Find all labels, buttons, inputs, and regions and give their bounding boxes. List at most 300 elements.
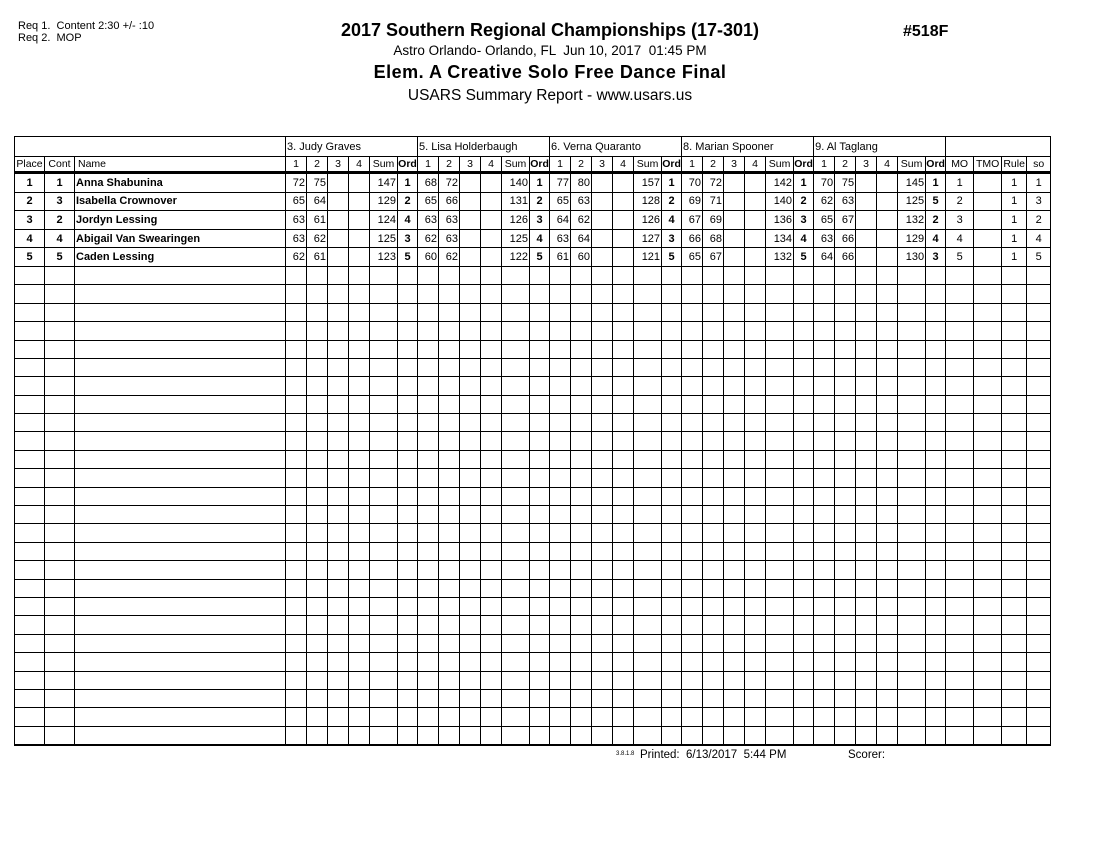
empty-score: [856, 450, 877, 468]
col-ord: Ord: [926, 157, 946, 173]
empty-score: [571, 653, 592, 671]
empty-mo: [946, 616, 974, 634]
empty-score: [481, 616, 502, 634]
empty-score: [481, 542, 502, 560]
cell-sum: 140: [502, 173, 530, 193]
empty-row: [15, 524, 1051, 542]
empty-score: [814, 506, 835, 524]
empty-score: [814, 708, 835, 726]
empty-score: [481, 598, 502, 616]
empty-sum: [502, 598, 530, 616]
empty-place: [15, 358, 45, 376]
empty-ordinal: [662, 469, 682, 487]
empty-score: [286, 524, 307, 542]
empty-score: [724, 340, 745, 358]
empty-so: [1027, 542, 1051, 560]
empty-score: [418, 358, 439, 376]
empty-score: [307, 469, 328, 487]
cell-score: 66: [835, 229, 856, 248]
cell-score: 62: [418, 229, 439, 248]
empty-row: [15, 358, 1051, 376]
empty-score: [682, 358, 703, 376]
empty-score: [307, 708, 328, 726]
col-trial: 2: [307, 157, 328, 173]
empty-score: [550, 266, 571, 284]
empty-score: [439, 340, 460, 358]
empty-score: [835, 285, 856, 303]
empty-ordinal: [794, 708, 814, 726]
empty-sum: [370, 708, 398, 726]
empty-score: [682, 524, 703, 542]
empty-name: [75, 487, 286, 505]
empty-sum: [898, 616, 926, 634]
empty-row: [15, 432, 1051, 450]
empty-score: [592, 726, 613, 745]
empty-score: [592, 689, 613, 707]
empty-cont: [45, 450, 75, 468]
cell-score: 64: [814, 248, 835, 267]
empty-tmo: [974, 358, 1002, 376]
empty-score: [877, 506, 898, 524]
empty-name: [75, 561, 286, 579]
empty-name: [75, 358, 286, 376]
empty-score: [835, 358, 856, 376]
empty-score: [814, 689, 835, 707]
col-cont: Cont: [45, 157, 75, 173]
empty-rule: [1002, 395, 1027, 413]
empty-score: [286, 303, 307, 321]
empty-score: [877, 708, 898, 726]
empty-sum: [898, 340, 926, 358]
empty-score: [592, 358, 613, 376]
empty-score: [550, 506, 571, 524]
empty-score: [550, 598, 571, 616]
empty-score: [439, 616, 460, 634]
empty-score: [460, 469, 481, 487]
empty-rule: [1002, 598, 1027, 616]
empty-score: [835, 395, 856, 413]
empty-sum: [898, 432, 926, 450]
empty-score: [745, 726, 766, 745]
empty-ordinal: [398, 598, 418, 616]
empty-sum: [634, 340, 662, 358]
empty-tmo: [974, 377, 1002, 395]
empty-score: [460, 598, 481, 616]
empty-score: [835, 708, 856, 726]
venue-date-line: Astro Orlando- Orlando, FL Jun 10, 2017 01:45 PM: [393, 43, 707, 58]
empty-score: [856, 377, 877, 395]
empty-row: [15, 414, 1051, 432]
empty-ordinal: [530, 487, 550, 505]
empty-row: [15, 653, 1051, 671]
empty-ordinal: [926, 469, 946, 487]
judge-header-3: 6. Verna Quaranto: [550, 137, 682, 157]
cell-sum: 125: [502, 229, 530, 248]
empty-score: [571, 303, 592, 321]
empty-score: [592, 579, 613, 597]
empty-score: [328, 506, 349, 524]
cell-sum: 125: [370, 229, 398, 248]
empty-score: [481, 579, 502, 597]
empty-score: [349, 542, 370, 560]
empty-score: [613, 616, 634, 634]
empty-score: [592, 542, 613, 560]
cell-place: 5: [15, 248, 45, 267]
empty-score: [835, 506, 856, 524]
cell-score: [724, 229, 745, 248]
report-type-line: USARS Summary Report - www.usars.us: [407, 87, 693, 104]
empty-ordinal: [926, 598, 946, 616]
empty-name: [75, 469, 286, 487]
empty-score: [877, 726, 898, 745]
cell-score: [460, 192, 481, 211]
col-trial: 3: [856, 157, 877, 173]
empty-sum: [766, 432, 794, 450]
empty-score: [814, 487, 835, 505]
empty-score: [835, 726, 856, 745]
cell-score: [613, 192, 634, 211]
empty-score: [703, 414, 724, 432]
empty-score: [481, 524, 502, 542]
empty-score: [328, 322, 349, 340]
empty-ordinal: [662, 358, 682, 376]
empty-ordinal: [662, 414, 682, 432]
empty-score: [460, 542, 481, 560]
empty-ordinal: [926, 487, 946, 505]
empty-score: [460, 579, 481, 597]
empty-score: [703, 561, 724, 579]
cell-score: 80: [571, 173, 592, 193]
empty-tmo: [974, 395, 1002, 413]
empty-score: [349, 524, 370, 542]
empty-place: [15, 524, 45, 542]
empty-score: [349, 579, 370, 597]
col-sum: Sum: [502, 157, 530, 173]
empty-ordinal: [926, 579, 946, 597]
empty-score: [571, 340, 592, 358]
empty-sum: [634, 542, 662, 560]
cell-sum: 131: [502, 192, 530, 211]
empty-score: [724, 322, 745, 340]
empty-cont: [45, 524, 75, 542]
empty-score: [814, 598, 835, 616]
empty-score: [550, 322, 571, 340]
empty-ordinal: [398, 414, 418, 432]
empty-score: [877, 395, 898, 413]
empty-so: [1027, 322, 1051, 340]
cell-ordinal: 3: [926, 248, 946, 267]
empty-score: [550, 634, 571, 652]
empty-score: [418, 432, 439, 450]
empty-score: [703, 616, 724, 634]
cell-score: 72: [286, 173, 307, 193]
corner-blank: [15, 137, 286, 157]
empty-score: [835, 469, 856, 487]
empty-score: [745, 266, 766, 284]
empty-score: [439, 432, 460, 450]
cell-ordinal: 1: [662, 173, 682, 193]
empty-ordinal: [398, 266, 418, 284]
cell-ordinal: 4: [398, 211, 418, 230]
empty-sum: [766, 561, 794, 579]
empty-score: [328, 377, 349, 395]
empty-ordinal: [794, 377, 814, 395]
cell-score: [877, 229, 898, 248]
empty-ordinal: [398, 579, 418, 597]
empty-ordinal: [530, 285, 550, 303]
empty-so: [1027, 487, 1051, 505]
empty-ordinal: [926, 671, 946, 689]
empty-score: [328, 358, 349, 376]
empty-score: [682, 542, 703, 560]
empty-sum: [898, 377, 926, 395]
empty-score: [571, 542, 592, 560]
empty-row: [15, 561, 1051, 579]
empty-row: [15, 506, 1051, 524]
empty-score: [724, 708, 745, 726]
empty-score: [286, 579, 307, 597]
empty-sum: [502, 506, 530, 524]
cell-score: [349, 248, 370, 267]
empty-score: [307, 377, 328, 395]
empty-ordinal: [530, 616, 550, 634]
cell-skater-name: Anna Shabunina: [75, 173, 286, 193]
empty-ordinal: [794, 671, 814, 689]
empty-mo: [946, 414, 974, 432]
cell-score: 64: [307, 192, 328, 211]
empty-sum: [766, 358, 794, 376]
empty-score: [481, 634, 502, 652]
cell-sum: 124: [370, 211, 398, 230]
empty-mo: [946, 322, 974, 340]
empty-score: [835, 322, 856, 340]
empty-score: [439, 708, 460, 726]
empty-score: [286, 598, 307, 616]
empty-score: [703, 689, 724, 707]
empty-score: [307, 579, 328, 597]
empty-score: [328, 542, 349, 560]
empty-place: [15, 653, 45, 671]
empty-ordinal: [398, 340, 418, 358]
empty-ordinal: [926, 395, 946, 413]
cell-score: 63: [550, 229, 571, 248]
empty-score: [877, 340, 898, 358]
cell-rule: 1: [1002, 173, 1027, 193]
cell-sum: 122: [502, 248, 530, 267]
empty-ordinal: [530, 689, 550, 707]
empty-score: [349, 616, 370, 634]
empty-row: [15, 377, 1051, 395]
empty-score: [682, 579, 703, 597]
cell-sum: 121: [634, 248, 662, 267]
cell-mo: 5: [946, 248, 974, 267]
empty-score: [724, 524, 745, 542]
empty-ordinal: [530, 358, 550, 376]
empty-score: [814, 653, 835, 671]
empty-sum: [898, 358, 926, 376]
cell-so: 1: [1027, 173, 1051, 193]
empty-sum: [634, 634, 662, 652]
top-right-blank: [946, 137, 1051, 157]
cell-score: [328, 173, 349, 193]
empty-score: [703, 395, 724, 413]
empty-score: [307, 689, 328, 707]
empty-score: [856, 726, 877, 745]
empty-rule: [1002, 414, 1027, 432]
cell-cont: 1: [45, 173, 75, 193]
cell-score: [481, 248, 502, 267]
empty-rule: [1002, 322, 1027, 340]
empty-place: [15, 542, 45, 560]
empty-row: [15, 708, 1051, 726]
empty-score: [814, 616, 835, 634]
empty-score: [856, 358, 877, 376]
empty-ordinal: [530, 579, 550, 597]
col-sum: Sum: [370, 157, 398, 173]
empty-score: [835, 689, 856, 707]
cell-tmo: [974, 229, 1002, 248]
empty-score: [439, 322, 460, 340]
empty-ordinal: [662, 634, 682, 652]
empty-score: [682, 303, 703, 321]
empty-so: [1027, 671, 1051, 689]
empty-score: [613, 726, 634, 745]
empty-ordinal: [398, 322, 418, 340]
empty-name: [75, 285, 286, 303]
empty-score: [286, 322, 307, 340]
empty-score: [571, 506, 592, 524]
cell-ordinal: 3: [530, 211, 550, 230]
empty-score: [307, 285, 328, 303]
judge-header-4: 8. Marian Spooner: [682, 137, 814, 157]
empty-score: [439, 395, 460, 413]
cell-score: [349, 229, 370, 248]
empty-score: [592, 340, 613, 358]
empty-score: [856, 303, 877, 321]
empty-score: [286, 266, 307, 284]
empty-score: [439, 303, 460, 321]
empty-score: [592, 395, 613, 413]
empty-score: [460, 303, 481, 321]
empty-tmo: [974, 579, 1002, 597]
empty-sum: [766, 266, 794, 284]
empty-place: [15, 616, 45, 634]
empty-so: [1027, 340, 1051, 358]
empty-ordinal: [530, 561, 550, 579]
empty-score: [682, 285, 703, 303]
empty-ordinal: [926, 653, 946, 671]
empty-row: [15, 322, 1051, 340]
empty-place: [15, 266, 45, 284]
empty-ordinal: [794, 266, 814, 284]
empty-ordinal: [794, 506, 814, 524]
empty-place: [15, 450, 45, 468]
empty-score: [724, 598, 745, 616]
empty-score: [682, 469, 703, 487]
col-trial: 4: [481, 157, 502, 173]
cell-score: [724, 173, 745, 193]
empty-cont: [45, 340, 75, 358]
cell-score: [328, 248, 349, 267]
empty-score: [307, 616, 328, 634]
empty-ordinal: [926, 450, 946, 468]
empty-score: [460, 671, 481, 689]
cell-score: 62: [814, 192, 835, 211]
cell-score: [877, 192, 898, 211]
empty-score: [328, 266, 349, 284]
empty-score: [328, 653, 349, 671]
empty-score: [703, 487, 724, 505]
cell-ordinal: 5: [662, 248, 682, 267]
empty-score: [439, 358, 460, 376]
empty-sum: [502, 634, 530, 652]
empty-tmo: [974, 266, 1002, 284]
empty-score: [682, 708, 703, 726]
empty-score: [481, 432, 502, 450]
empty-score: [703, 377, 724, 395]
empty-so: [1027, 653, 1051, 671]
empty-score: [481, 469, 502, 487]
empty-score: [877, 285, 898, 303]
cell-score: [460, 229, 481, 248]
empty-score: [835, 487, 856, 505]
empty-score: [418, 726, 439, 745]
empty-score: [856, 708, 877, 726]
empty-score: [460, 689, 481, 707]
empty-score: [571, 524, 592, 542]
empty-row: [15, 487, 1051, 505]
col-trial: 3: [724, 157, 745, 173]
empty-ordinal: [662, 266, 682, 284]
empty-ordinal: [926, 432, 946, 450]
empty-score: [613, 671, 634, 689]
cell-score: [745, 192, 766, 211]
cell-score: 63: [439, 229, 460, 248]
empty-score: [418, 450, 439, 468]
empty-score: [592, 598, 613, 616]
empty-score: [460, 285, 481, 303]
empty-sum: [634, 469, 662, 487]
cell-ordinal: 1: [926, 173, 946, 193]
empty-tmo: [974, 469, 1002, 487]
col-trial: 1: [550, 157, 571, 173]
cell-score: [592, 211, 613, 230]
empty-score: [349, 634, 370, 652]
empty-score: [745, 689, 766, 707]
empty-score: [745, 542, 766, 560]
empty-ordinal: [398, 653, 418, 671]
empty-place: [15, 598, 45, 616]
empty-score: [724, 358, 745, 376]
empty-score: [745, 358, 766, 376]
empty-score: [613, 469, 634, 487]
empty-score: [835, 524, 856, 542]
empty-score: [328, 598, 349, 616]
empty-name: [75, 671, 286, 689]
empty-score: [613, 689, 634, 707]
empty-ordinal: [662, 671, 682, 689]
empty-tmo: [974, 414, 1002, 432]
cell-score: [328, 192, 349, 211]
empty-sum: [502, 432, 530, 450]
cell-place: 1: [15, 173, 45, 193]
empty-score: [835, 634, 856, 652]
cell-score: [856, 173, 877, 193]
col-trial: 2: [703, 157, 724, 173]
empty-ordinal: [662, 450, 682, 468]
empty-mo: [946, 266, 974, 284]
empty-rule: [1002, 340, 1027, 358]
